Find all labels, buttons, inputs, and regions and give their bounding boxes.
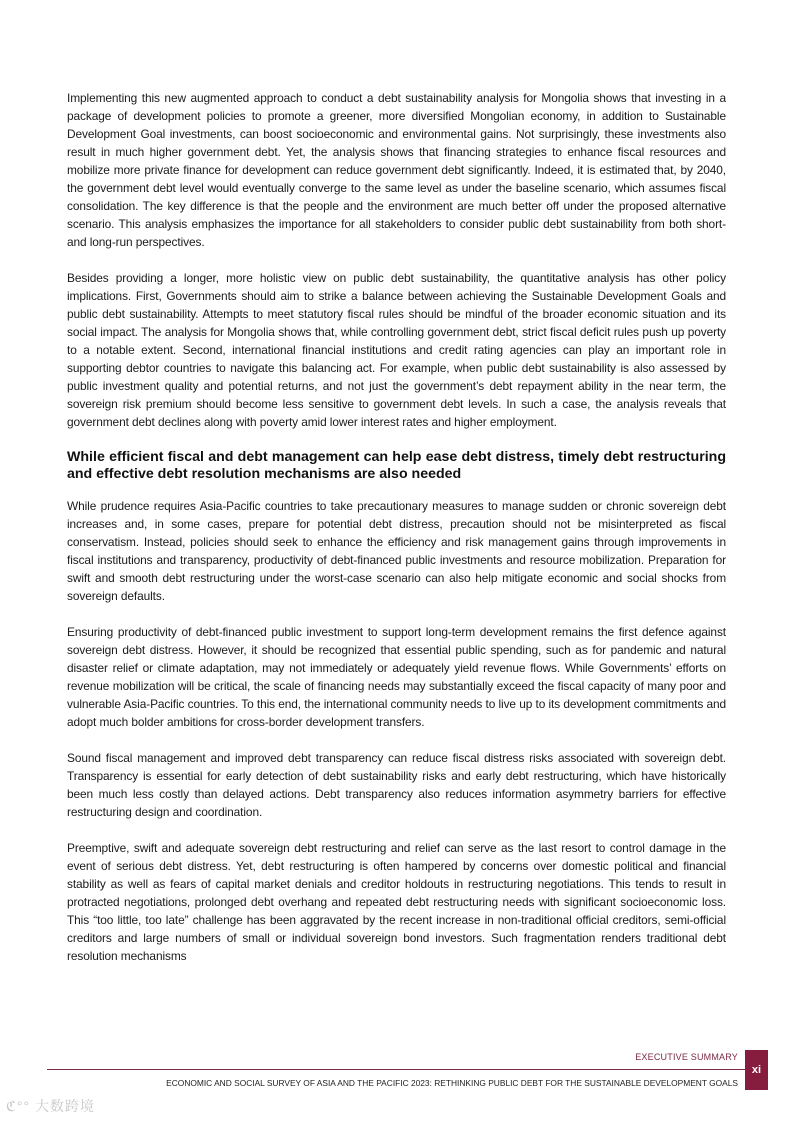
paragraph: Ensuring productivity of debt-financed public investment to support long-term development remains the first defence against sovereign debt distress. However, it should be recognized that essential public spending, such as for pandemic and natural disaster relief or climate adaptation, may not immediately or adequately yield revenue flows. While Governments’ efforts on revenue mobilization will be critical, the scale of financing needs may substantially exceed the fiscal capacity of many poor and vulnerable Asia-Pacific countries. To this end, the international community needs to live up to its development commitments and adopt much bolder ambitions for cross-border development transfers. xyxy=(67,625,726,729)
page-number: xi xyxy=(751,1064,762,1076)
watermark-logo xyxy=(6,1096,95,1116)
paragraph: Sound fiscal management and improved debt transparency can reduce fiscal distress risks associated with sovereign debt. Transparency is essential for early detection of debt sustainability risks and early debt restructuring, which have historically been much less costly than delayed actions. Debt transparency also reduces information asymmetry barriers for effective restructuring design and coordination. xyxy=(67,751,726,819)
watermark-icon: ℭ°° xyxy=(6,1098,35,1114)
paragraph: Preemptive, swift and adequate sovereign debt restructuring and relief can serve as the last resort to control damage in the event of serious debt distress. Yet, debt restructuring is often hampered by concerns over domestic political and financial stability as well as fears of capital market denials and creditor holdouts in restructuring negotiations. This tends to result in protracted negotiations, prolonged debt overhang and repeated debt restructuring needs with significant socioeconomic loss. This “too little, too late” challenge has been aggravated by the recent increase in non-traditional official creditors, semi-official creditors and large numbers of small or individual sovereign bond investors. Such fragmentation renders traditional debt resolution mechanisms xyxy=(67,841,726,963)
paragraph: While prudence requires Asia-Pacific countries to take precautionary measures to manage sudden or chronic sovereign debt increases and, in some cases, prepare for potential debt distress, precaution should not be misinterpreted as fiscal conservatism. Instead, policies should seek to enhance the efficiency and risk management gains through improvements in fiscal institutions and transparency, productivity of debt-financed public investments and resource mobilization. Preparation for swift and smooth debt restructuring under the worst-case scenario can also help mitigate economic and social shocks from sovereign defaults. xyxy=(67,499,726,603)
watermark-text: 大数跨境 xyxy=(34,1098,95,1114)
page-body xyxy=(67,89,726,1025)
paragraph: Implementing this new augmented approach to conduct a debt sustainability analysis for Mongolia shows that investing in a package of development policies to promote a greener, more diversified Mongolian economy, in addition to Sustainable Development Goal investments, can boost socioeconomic and environmental gains. Not surprisingly, these investments also result in much higher government debt. Yet, the analysis shows that financing strategies to enhance fiscal resources and mobilize more private finance for development can reduce government debt significantly. Indeed, it is estimated that, by 2040, the government debt level would eventually converge to the same level as under the baseline scenario, which assumes fiscal consolidation. The key difference is that the people and the environment are much better off under the proposed alternative scenario. This analysis emphasizes the importance for all stakeholders to consider public debt sustainability from both short- and long-run perspectives. xyxy=(67,91,726,249)
section-heading: While efficient fiscal and debt management can help ease debt distress, timely debt restructuring and effective debt resolution mechanisms are also needed xyxy=(67,449,726,482)
footer-publication-title: ECONOMIC AND SOCIAL SURVEY OF ASIA AND THE PACIFIC 2023: RETHINKING PUBLIC DEBT FOR THE SUSTAINABLE DEVELOPMENT GOALS xyxy=(166,1078,738,1088)
footer-divider xyxy=(47,1069,745,1070)
footer-section-label: EXECUTIVE SUMMARY xyxy=(635,1052,738,1062)
paragraph: Besides providing a longer, more holistic view on public debt sustainability, the quantitative analysis has other policy implications. First, Governments should aim to strike a balance between achieving the Sustainable Development Goals and public debt sustainability. Attempts to meet statutory fiscal rules should be mindful of the broader economic situation and its social impact. The analysis for Mongolia shows that, while controlling government debt, strict fiscal deficit rules push up poverty to a notable extent. Second, international financial institutions and credit rating agencies can play an important role in supporting debtor countries to navigate this balancing act. For example, when public debt sustainability is also assessed by public investment quality and potential returns, and not just the government’s debt repayment ability in the near term, the sovereign risk premium should become less sensitive to government debt levels. In such a case, the analysis reveals that government debt declines along with poverty amid lower interest rates and higher employment. xyxy=(67,271,726,429)
page-number-badge xyxy=(745,1050,768,1090)
